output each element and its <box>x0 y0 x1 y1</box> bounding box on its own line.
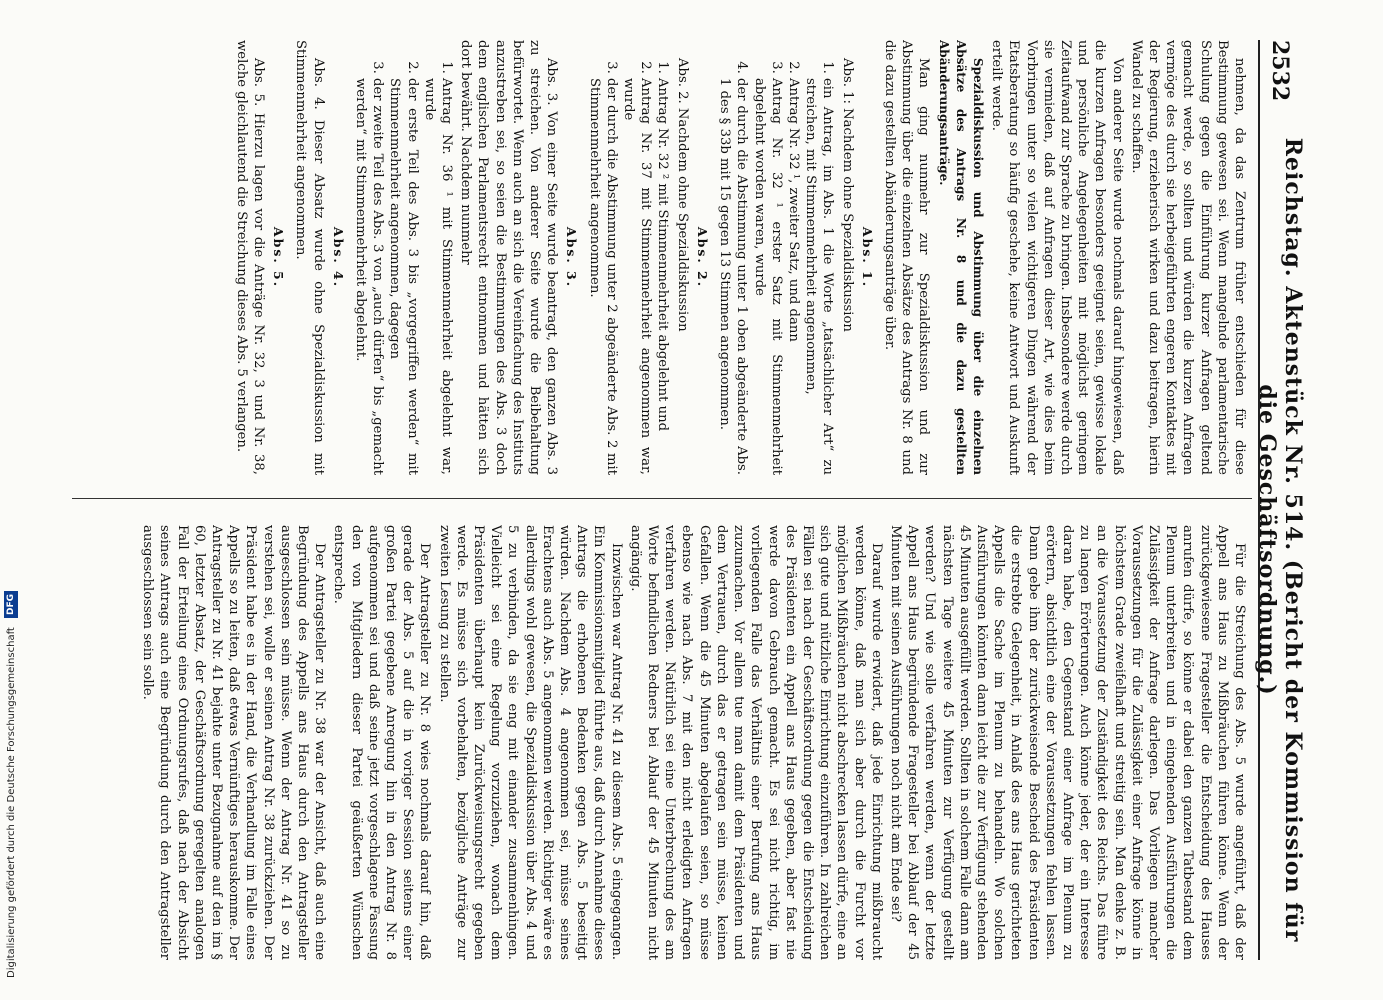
list-item: 2. Antrag Nr. 37 mit Stimmenmehrheit angenommen war, wurde <box>620 78 654 475</box>
abs3-list <box>352 40 455 475</box>
list-item: 4. der durch die Abstimmung unter 1 oben abgeänderte Abs. 1 des § 33b mit 15 gegen 13 Stimmen angenommen. <box>716 78 750 475</box>
paragraph: nehmen, da das Zentrum früher entschieden für diese Bestimmung gewesen sei. Wenn mangelnde parlamentarische Schulung gegen die Einführung kurzer Anfragen geltend gemacht werde, so sollten und würden die kurzen Anfragen vermöge des durch sie herbeigeführten engeren Kontaktes mit der Regierung, erzieherisch wirken und dazu beitragen, hierin Wandel zu schaffen. <box>1128 40 1247 475</box>
list-item: 2. der erste Teil des Abs. 3 bis „vorgegriffen werden“ mit Stimmenmehrheit angenommen, dagegen <box>386 78 420 475</box>
list-item: 2. Antrag Nr. 32 ¹, zweiter Satz, und dann <box>785 78 802 475</box>
column-divider <box>72 498 1252 499</box>
digitization-credit <box>2 0 22 978</box>
list-item: 3. der durch die Abstimmung unter 2 abgeänderte Abs. 2 mit Stimmenmehrheit angenommen. <box>585 78 619 475</box>
dfg-logo: DFG <box>4 591 18 618</box>
abs1-list <box>716 40 836 475</box>
paragraph: Abs. 2. Nachdem ohne Spezialdiskussion <box>674 58 690 332</box>
section-heading-abs2: Abs. 2. <box>694 226 710 289</box>
paragraph: Abs. 1: Nachdem ohne Spezialdiskussion <box>839 58 855 332</box>
special-discussion-intro: Spezialdiskussion und Abstimmung über die einzelnen Absätze des Antrags Nr. 8 und die dazu gestellten Abänderungsanträge. <box>936 40 985 475</box>
paragraph: Man ging nunmehr zur Spezialdiskussion und zur Abstimmung über die einzelnen Absätze des Antrags Nr. 8 und die dazu gestellten Abänderungsanträge über. <box>881 40 932 475</box>
paragraph: Abs. 3. Von einer Seite wurde beantragt, den ganzen Abs. 3 zu streichen. Von anderer Seite wurde die Beibehaltung befürwortet. Wenn auch an sich die Vereinfachung des Instituts anzustreben sei, so seien die Bestimmungen des Abs. 3 doch dem englischen Parlamentsrecht entnommen und hätten sich dort bewährt. Nachdem nunmehr <box>458 40 560 475</box>
list-item: 1. ein Antrag, im Abs. 1 die Worte „tatsächlicher Art“ zu streichen, mit Stimmenmehrheit angenommen, <box>802 78 836 475</box>
page-title: Reichstag. Aktenstück Nr. 514. (Bericht der Kommission für die Geschäftsordnung.) <box>1254 137 1306 943</box>
list-item: 1. Antrag Nr. 32 ² mit Stimmenmehrheit abgelehnt und <box>654 78 671 475</box>
left-column <box>78 40 1248 475</box>
paragraph: Abs. 5. Hierzu lagen vor die Anträge Nr. 32, 3 und Nr. 38, welche gleichlautend die Streichung dieses Abs. 5 verlangen. <box>233 40 267 475</box>
section-heading-abs1: Abs. 1. <box>859 226 875 289</box>
paragraph: Der Antragsteller zu Nr. 38 war der Ansicht, daß auch eine Begründung des Appells ans Haus durch den Antragsteller ausgeschlossen sein müsse. Wenn der Antrag Nr. 41 so zu verstehen sei, wolle er seinen Antrag Nr. 38 zurückziehen. Der Präsident habe es in der Hand, die Verhandlung im Falle eines Appells so zu leiten, daß etwas Vernünftiges herauskomme. Der Antragsteller zu Nr. 41 bejahte unter Bezugnahme auf den im § 60, letzter Absatz, der Geschäftsordnung geregelten analogen Fall der Erteilung eines Ordnungsrufes, daß nach der Absicht seines Antrags auch eine Begründung durch den Antragsteller ausgeschlossen sein solle. <box>140 525 328 960</box>
list-item: 3. der zweite Teil des Abs. 3 von „auch dürfen“ bis „gemacht werden“ mit Stimmenmehrheit abgelehnt. <box>352 78 386 475</box>
paragraph: Von anderer Seite wurde nochmals darauf hingewiesen, daß die kurzen Anfragen besonders geeignet seien, gewisse lokale und persönliche Angelegenheiten mit möglichst geringem Zeitaufwand zur Sprache zu bringen. Insbesondere werde durch sie vermieden, daß auf Anfragen dieser Art, wie dies beim Vorbringen unter so vielen wichtigeren Dingen während der Etatsberatung so häufig geschehe, keine Antwort und Auskunft erteilt werde. <box>989 40 1125 475</box>
paragraph: Der Antragsteller zu Nr. 8 wies nochmals darauf hin, daß gerade der Abs. 5 auf die in voriger Session seitens einer großen Partei gegebene Anregung hin in den Antrag Nr. 8 aufgenommen sei und daß seine jetzt vorgeschlagene Fassung den von Mitgliedern dieser Partei geäußerten Wünschen entspreche. <box>331 525 433 960</box>
paragraph: Für die Streichung des Abs. 5 wurde angeführt, daß der Appell ans Haus zu Mißbräuchen führen könne. Wenn der zurückgewiesene Fragesteller die Entscheidung des Hauses anrufen dürfe, so könne er dabei den ganzen Tatbestand dem Plenum unterbreiten und in eingehenden Ausführungen die Zulässigkeit der Anfrage darlegen. Das Vorliegen mancher Voraussetzungen für die Zulässigkeit einer Anfrage könne in höchstem Grade zweifelhaft und streitig sein. Man denke z. B. an die Voraussetzung der Zuständigkeit des Reichs. Das führe zu langen Erörterungen. Auch könne jeder, der ein Interesse daran habe, den Gegenstand einer Anfrage im Plenum zu erörtern, absichtlich eine der Voraussetzungen fehlen lassen. Dann gebe ihm der zurückweisende Bescheid des Präsidenten die erstrebte Gelegenheit, in Anlaß des ans Haus gerichteten Appells die Sache im Plenum zu behandeln. Wo solchen Ausführungen könnten dann leicht die zur Verfügung stehenden 45 Minuten ausgefüllt werden. Sollten in solchem Falle dann am nächsten Tage weitere 45 Minuten zur Verfügung gestellt werden? Und wie solle verfahren werden, wenn der letzte Appell ans Haus begründende Fragesteller bei Ablauf der 45 Minuten mit seinen Ausführungen noch nicht am Ende sei? <box>887 525 1247 960</box>
section-heading-abs4: Abs. 4. <box>330 226 346 289</box>
paragraph: Inzwischen war Antrag Nr. 41 zu diesem Abs. 5 eingegangen. Ein Kommissionsmitglied führte aus, daß durch Annahme dieses Antrags die erhobenen Bedenken gegen Abs. 5 beseitigt würden. Nachdem Abs. 4 angenommen sei, müsse seines Erachtens auch Abs. 5 angenommen werden. Richtiger wäre es allerdings wohl gewesen, die Spezialdiskussion über Abs. 4 und 5 zu verbinden, da sie eng mit einander zusammenhingen. Vielleicht sei eine Regelung vorzuziehen, wonach dem Präsidenten überhaupt kein Zurückweisungsrecht gegeben werde. Es müsse sich vorbehalten, bezügliche Anträge zur zweiten Lesung zu stellen. <box>436 525 624 960</box>
section-heading-abs5: Abs. 5. <box>271 226 287 289</box>
section-heading-abs3: Abs. 3. <box>564 226 580 289</box>
credit-text: Digitalisierung gefördert durch die Deutsche Forschungsgemeinschaft <box>6 627 17 978</box>
list-item: 3. Antrag Nr. 32 ¹ erster Satz mit Stimmenmehrheit abgelehnt worden waren, wurde <box>750 78 784 475</box>
right-column <box>78 525 1248 960</box>
list-item: 1. Antrag Nr. 36 ¹ mit Stimmenmehrheit abgelehnt war, wurde <box>421 78 455 475</box>
page-header <box>1254 40 1306 960</box>
abs2-list <box>585 40 671 475</box>
paragraph: Abs. 4. Dieser Absatz wurde ohne Spezialdiskussion mit Stimmenmehrheit angenommen. <box>293 40 326 475</box>
document-page <box>70 40 1306 960</box>
page-number: 2532 <box>1267 40 1293 102</box>
paragraph: Darauf wurde erwidert, daß jede Einrichtung mißbraucht werden könne, daß man sich aber durch die Furcht vor möglichen Mißbräuchen nicht abschrecken lassen dürfe, eine an sich gute und nützliche Einrichtung einzuführen. In zahlreichen Fällen sei nach der Geschäftsordnung gegen die Entscheidung des Präsidenten ein Appell ans Haus gegeben, aber fast nie werde davon Gebrauch gemacht. Es sei nicht richtig, im vorliegenden Falle das Verhältnis einer Berufung ans Haus zuzumachen. Vor allem tue man damit dem Präsidenten und dem Vertrauen, durch das er getragen sein müsse, keinen Gefallen. Wenn die 45 Minuten abgelaufen seien, so müsse ebenso wie nach Abs. 7 mit den nicht erledigten Anfragen verfahren werden. Natürlich sei eine Unterbrechung des am Worte befindlichen Redners bei Ablauf der 45 Minuten nicht angängig. <box>627 525 884 960</box>
